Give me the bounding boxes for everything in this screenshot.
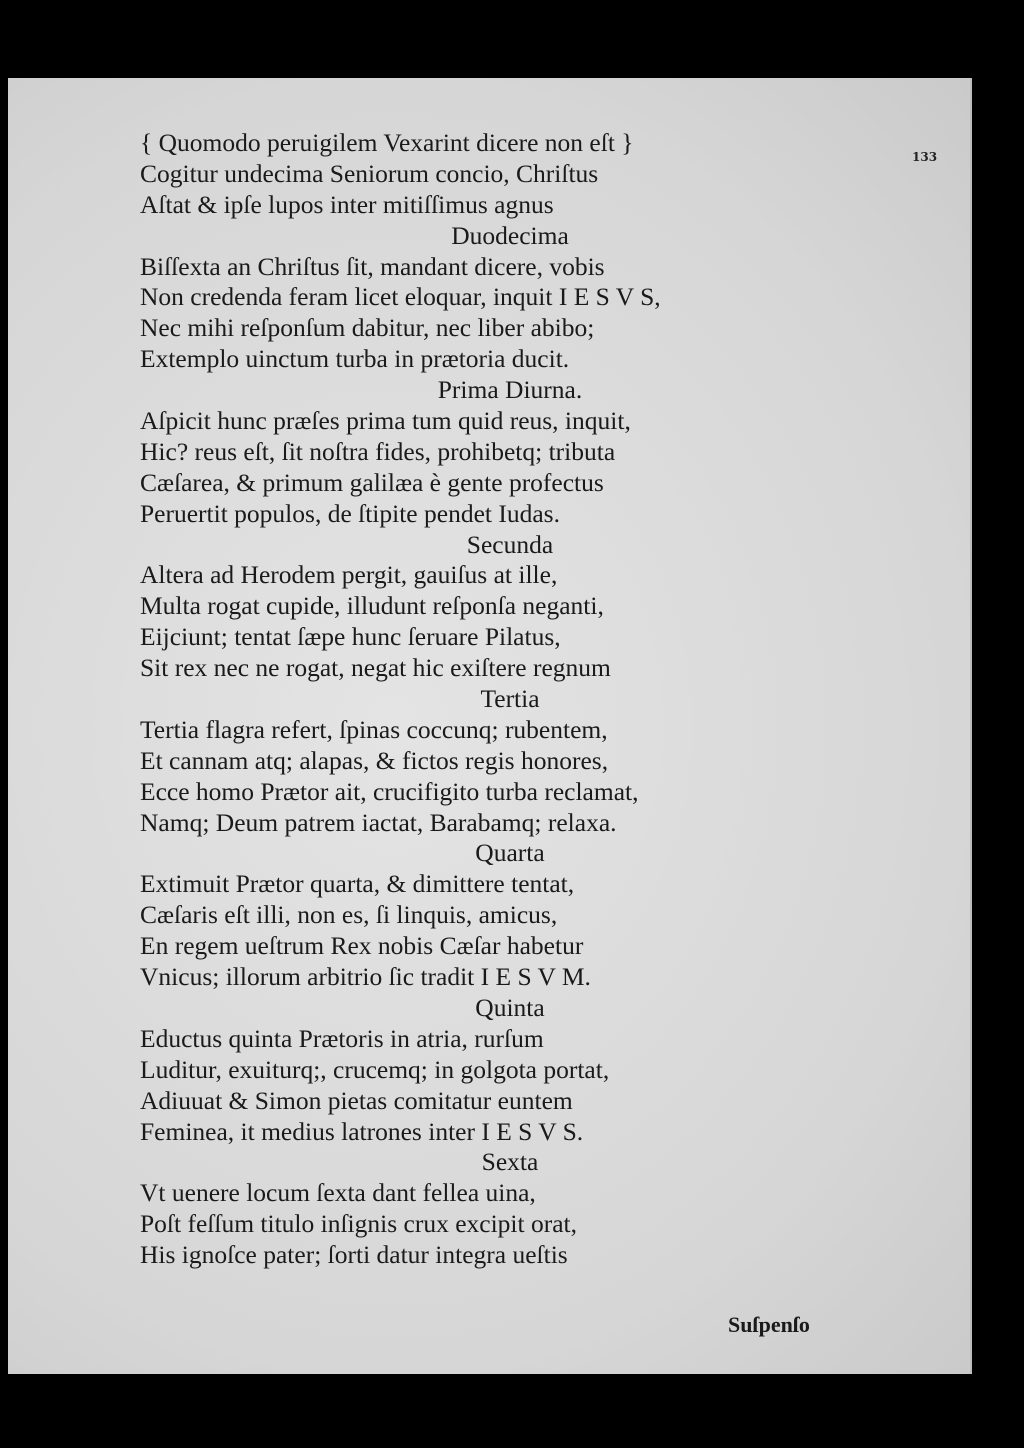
verse-line: Nec mihi reſponſum dabitur, nec liber abibo; <box>140 313 595 343</box>
verse-line: Vnicus; illorum arbitrio ſic tradit I E S V M. <box>140 962 591 992</box>
verse-line: Cogitur undecima Seniorum concio, Chriſtus <box>140 158 599 188</box>
verse-line: Aſpicit hunc præſes prima tum quid reus, inquit, <box>140 406 631 436</box>
verse-line: Ecce homo Prætor ait, crucifigito turba reclamat, <box>140 776 639 806</box>
verse-line: Aſtat & ipſe lupos inter mitiſſimus agnus <box>140 189 554 219</box>
verse-line: Non credenda feram licet eloquar, inquit I E S V S, <box>140 282 661 312</box>
verse-line: Et cannam atq; alapas, & fictos regis honores, <box>140 745 609 775</box>
section-heading: Tertia <box>480 684 540 714</box>
verse-line: Extemplo uinctum turba in prætoria ducit. <box>140 344 570 374</box>
verse-line: { Quomodo peruigilem Vexarint dicere non eſt } <box>140 128 634 157</box>
verse-line: Cæſarea, & primum galilæa è gente profectus <box>140 467 604 497</box>
verse-line: Feminea, it medius latrones inter I E S V S. <box>140 1116 584 1146</box>
verse-line: His ignoſce pater; ſorti datur integra ueſtis <box>140 1240 568 1270</box>
verse-line: Hic? reus eſt, ſit noſtra fides, prohibetq; tributa <box>140 436 616 466</box>
verse-line: Adiuuat & Simon pietas comitatur euntem <box>140 1085 573 1115</box>
section-heading: Sexta <box>481 1147 539 1177</box>
verse-line: Biſſexta an Chriſtus ſit, mandant dicere, vobis <box>140 251 605 281</box>
verse-text <box>140 128 880 1271</box>
verse-line: Tertia flagra refert, ſpinas coccunq; rubentem, <box>140 714 608 744</box>
section-heading: Prima Diurna. <box>437 375 583 405</box>
section-heading: Duodecima <box>451 220 569 250</box>
verse-line: Eijciunt; tentat ſæpe hunc ſeruare Pilatus, <box>140 622 561 652</box>
section-heading: Quinta <box>475 992 545 1022</box>
verse-line: Vt uenere locum ſexta dant fellea uina, <box>140 1178 536 1208</box>
catchword: Suſpenſo <box>728 1312 810 1337</box>
verse-line: Poſt feſſum titulo inſignis crux excipit orat, <box>140 1209 577 1239</box>
verse-line: Luditur, exuiturq;, crucemq; in golgota portat, <box>140 1054 610 1084</box>
section-heading: Quarta <box>475 838 545 868</box>
section-heading: Secunda <box>466 529 554 559</box>
verse-line: Namq; Deum patrem iactat, Barabamq; relaxa. <box>140 807 617 837</box>
verse-line: Cæſaris eſt illi, non es, ſi linquis, amicus, <box>140 900 558 930</box>
verse-line: Extimuit Prætor quarta, & dimittere tentat, <box>140 869 575 899</box>
verse-line: Peruertit populos, de ſtipite pendet Iudas. <box>140 498 560 528</box>
page-number: 133 <box>912 150 938 164</box>
verse-line: Altera ad Herodem pergit, gauiſus at ille, <box>140 560 558 590</box>
verse-line: Eductus quinta Prætoris in atria, rurſum <box>140 1023 544 1053</box>
verse-line: Sit rex nec ne rogat, negat hic exiſtere regnum <box>140 653 611 683</box>
verse-line: En regem ueſtrum Rex nobis Cæſar habetur <box>140 931 584 961</box>
verse-line: Multa rogat cupide, illudunt reſponſa neganti, <box>140 591 604 621</box>
